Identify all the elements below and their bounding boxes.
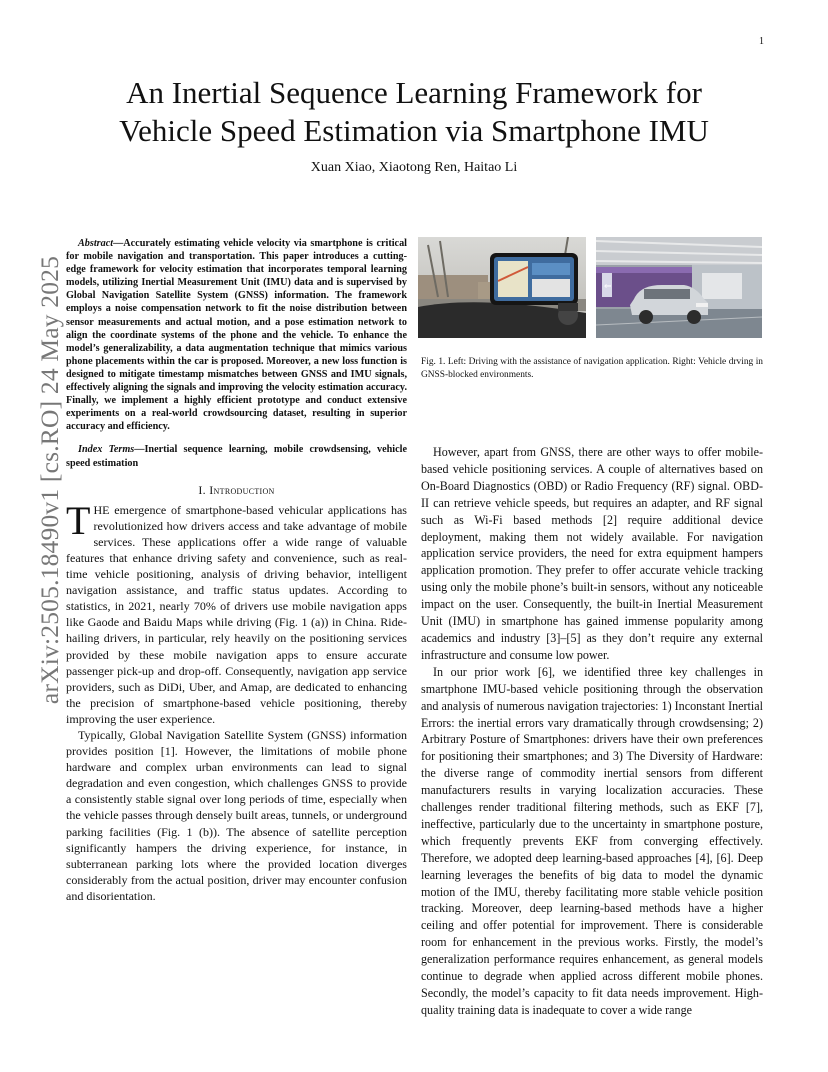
right-column [421, 444, 763, 1019]
title-line-1: An Inertial Sequence Learning Framework for [126, 75, 702, 110]
paper-title [60, 74, 768, 150]
driving-navigation-illustration [418, 237, 586, 338]
abstract [66, 237, 407, 433]
abstract-label: Abstract [78, 238, 114, 249]
page-number: 1 [759, 36, 764, 47]
index-terms-label: Index Terms [78, 444, 135, 456]
intro-paragraph-1-text: HE emergence of smartphone-based vehicular applications has revolutionized how drivers access and take advantage of mobile services. These applications offer a wide range of valuable features that enhance driving safety and convenience, such as real-time vehicle positioning, analysis of driving behavior, intelligent navigation assistance, and traffic status updates. According to statistics, in 2021, nearly 70% of drivers use mobile navigation apps like Gaode and Baidu Maps while driving (Fig. 1 (a)) in China. Ride-hailing drivers, in particular, rely heavily on the positioning services provided by these mobile navigation apps to ensure accurate passenger pick-up and drop-off. Consequently, navigation app service providers, such as DiDi, Uber, and Amap, are dedicated to enhancing the precision of smartphone-based vehicle positioning, thereby improving the user experience. [66, 502, 407, 726]
section-heading [66, 482, 407, 498]
index-terms [66, 443, 407, 469]
right-paragraph-2: In our prior work [6], we identified three key challenges in smartphone IMU-based vehicle positioning through the observation and analysis of numerous navigation trajectories: 1) Inconstant Inertial Errors: the inertial errors vary dramatically through crowdsensing; 2) Arbitrary Posture of Smartphones: drivers have their own preferences for positioning their smartphones; and 3) The Diversity of Hardware: the diverse range of commodity inertial sensors from different manufacturers results in varying localization accuracies. These challenges render traditional filtering methods, such as EKF [7], ineffective, particularly due to the uncertainty in smartphone posture, which frequently prevents EKF from converging effectively. Therefore, we adopted deep learning-based approaches [4], [6]. Deep learning leverages the benefits of big data to model the dynamic motion of the IMU, thereby facilitating more stable vehicle position tracking. Moreover, deep learning-based methods have a higher ceiling and offer potential for improvement. There is considerable room for enhancement in the previous works. Firstly, the model’s generalization performance requires enhancement, as general models continue to degrade when applied across different mobile phones. Secondly, the model’s capacity to fit data needs improvement. High-quality training data is inadequate to cover a wide range [421, 664, 763, 1017]
driving-navigation-photo [418, 237, 586, 338]
left-column [66, 237, 407, 904]
intro-paragraph-1 [66, 497, 407, 727]
section-title: Introduction [209, 482, 275, 497]
intro-paragraph-2: Typically, Global Navigation Satellite System (GNSS) information provides position [1]. However, the limitations of mobile phone hardware and complex urban environments can lead to signal degradation and even congestion, which challenges GNSS to provide a consistently stable signal over long periods of time, especially when the vehicle passes through densely built areas, tunnels, or underground parking facilities (Fig. 1 (b)). The absence of satellite perception significantly hampers the driving experience, for instance, in subterranean parking lots where the provided location diverges considerably from the actual position, driver may encounter confusion and disorientation. [66, 728, 407, 903]
index-terms-text: —Inertial sequence learning, mobile crowdsensing, vehicle speed estimation [66, 444, 407, 469]
underground-parking-photo [596, 237, 762, 338]
drop-cap: T [66, 497, 91, 543]
title-line-2: Vehicle Speed Estimation via Smartphone IMU [119, 113, 709, 148]
figure-1-caption: Fig. 1. Left: Driving with the assistance of navigation application. Right: Vehicle drving in GNSS-blocked environments. [421, 357, 763, 380]
right-paragraph-1: However, apart from GNSS, there are other ways to offer mobile-based vehicle positioning services. A couple of alternatives based on On-Board Diagnostics (OBD) or Radio Frequency (RF) signal. OBD-II can retrieve vehicle speeds, but requires an adapter, and RF signal such as Wi-Fi based methods [2] require additional device deployment, making them not widely available. For navigation application service providers, the need for extra equipment hampers application promotion. They prefer to offer accurate vehicle tracking using only the mobile phone’s built-in sensors, without any noticeable impact on the user. Consequently, the built-in Inertial Measurement Unit (IMU) in smartphone has gained immense popularity among academics and industry [3]–[5] as they don’t require any external infrastructure and consume low power. [421, 445, 763, 662]
svg-text:⇐: ⇐ [604, 282, 612, 292]
section-number: I. [198, 482, 210, 497]
arxiv-watermark: arXiv:2505.18490v1 [cs.RO] 24 May 2025 [35, 255, 64, 705]
underground-parking-illustration [596, 237, 762, 338]
authors: Xuan Xiao, Xiaotong Ren, Haitao Li [310, 160, 518, 175]
abstract-text: —Accurately estimating vehicle velocity via smartphone is critical for mobile navigation and transportation. This paper introduces a cutting-edge framework for velocity estimation that incorporates temporal learning models, utilizing Inertial Measurement Unit (IMU) data and is supervised by Global Navigation Satellite System (GNSS) information. The framework employs a noise compensation network to fit the noise distribution between sensor measurements and actual motion, and a pose estimation network to align the coordinate systems of the phone and the vehicle. To enhance the model’s generalizability, a data augmentation technique that mimics various phone placements within the car is proposed. Moreover, a new loss function is designed to mitigate timestamp mismatches between GNSS and IMU signals, effectively aligning the signals and improving the velocity estimation accuracy. Finally, we implement a highly efficient prototype and conduct extensive experiments on a real-world crowdsourcing dataset, resulting in superior accuracy and efficiency. [66, 238, 407, 433]
